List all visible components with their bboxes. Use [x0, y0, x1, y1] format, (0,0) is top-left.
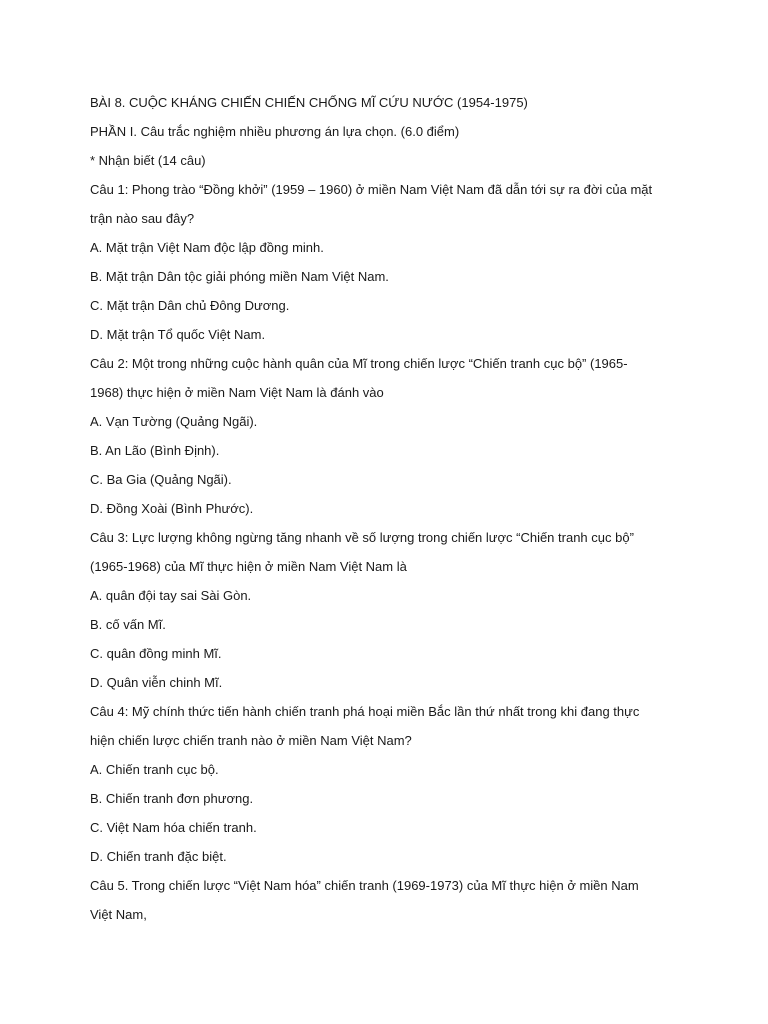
question-1-text-line-1: Câu 1: Phong trào “Đồng khởi” (1959 – 1960) ở miền Nam Việt Nam đã dẫn tới sự ra đời của mặt — [90, 182, 653, 197]
question-2-text-line-2: 1968) thực hiện ở miền Nam Việt Nam là đánh vào — [90, 385, 384, 400]
question-2 — [90, 349, 690, 523]
question-5-text-line-1: Câu 5. Trong chiến lược “Việt Nam hóa” chiến tranh (1969-1973) của Mĩ thực hiện ở miền Nam — [90, 878, 639, 893]
document-body — [90, 88, 690, 929]
question-4-option-d: D. Chiến tranh đặc biệt. — [90, 849, 227, 864]
question-3-option-c: C. quân đồng minh Mĩ. — [90, 646, 222, 661]
document-title: BÀI 8. CUỘC KHÁNG CHIẾN CHIẾN CHỐNG MĨ CỨU NƯỚC (1954-1975) — [90, 95, 528, 110]
question-2-option-d: D. Đồng Xoài (Bình Phước). — [90, 501, 254, 516]
question-2-option-a: A. Vạn Tường (Quảng Ngãi). — [90, 414, 258, 429]
question-4-option-b: B. Chiến tranh đơn phương. — [90, 791, 254, 806]
question-3 — [90, 523, 690, 697]
question-1-option-b: B. Mặt trận Dân tộc giải phóng miền Nam Việt Nam. — [90, 269, 389, 284]
question-2-option-c: C. Ba Gia (Quảng Ngãi). — [90, 472, 232, 487]
question-1-option-a: A. Mặt trận Việt Nam độc lập đồng minh. — [90, 240, 324, 255]
question-5 — [90, 871, 690, 929]
question-4-option-a: A. Chiến tranh cục bộ. — [90, 762, 219, 777]
question-1-text-line-2: trận nào sau đây? — [90, 211, 195, 226]
question-4-text-line-1: Câu 4: Mỹ chính thức tiến hành chiến tranh phá hoại miền Bắc lần thứ nhất trong khi đang thực — [90, 704, 640, 719]
question-2-text-line-1: Câu 2: Một trong những cuộc hành quân của Mĩ trong chiến lược “Chiến tranh cục bộ” (1965- — [90, 356, 628, 371]
question-4 — [90, 697, 690, 871]
question-1-option-c: C. Mặt trận Dân chủ Đông Dương. — [90, 298, 290, 313]
question-5-text-line-2: Việt Nam, — [90, 907, 147, 922]
part-heading: PHẦN I. Câu trắc nghiệm nhiều phương án lựa chọn. (6.0 điểm) — [90, 124, 460, 139]
question-3-option-b: B. cố vấn Mĩ. — [90, 617, 166, 632]
question-3-option-d: D. Quân viễn chinh Mĩ. — [90, 675, 223, 690]
question-3-text-line-1: Câu 3: Lực lượng không ngừng tăng nhanh về số lượng trong chiến lược “Chiến tranh cục bộ” — [90, 530, 634, 545]
question-3-text-line-2: (1965-1968) của Mĩ thực hiện ở miền Nam Việt Nam là — [90, 559, 407, 574]
question-3-option-a: A. quân đội tay sai Sài Gòn. — [90, 588, 252, 603]
question-4-option-c: C. Việt Nam hóa chiến tranh. — [90, 820, 257, 835]
level-heading: * Nhận biết (14 câu) — [90, 153, 206, 168]
question-1-option-d: D. Mặt trận Tổ quốc Việt Nam. — [90, 327, 266, 342]
question-1 — [90, 175, 690, 349]
question-4-text-line-2: hiện chiến lược chiến tranh nào ở miền Nam Việt Nam? — [90, 733, 412, 748]
question-2-option-b: B. An Lão (Bình Định). — [90, 443, 220, 458]
